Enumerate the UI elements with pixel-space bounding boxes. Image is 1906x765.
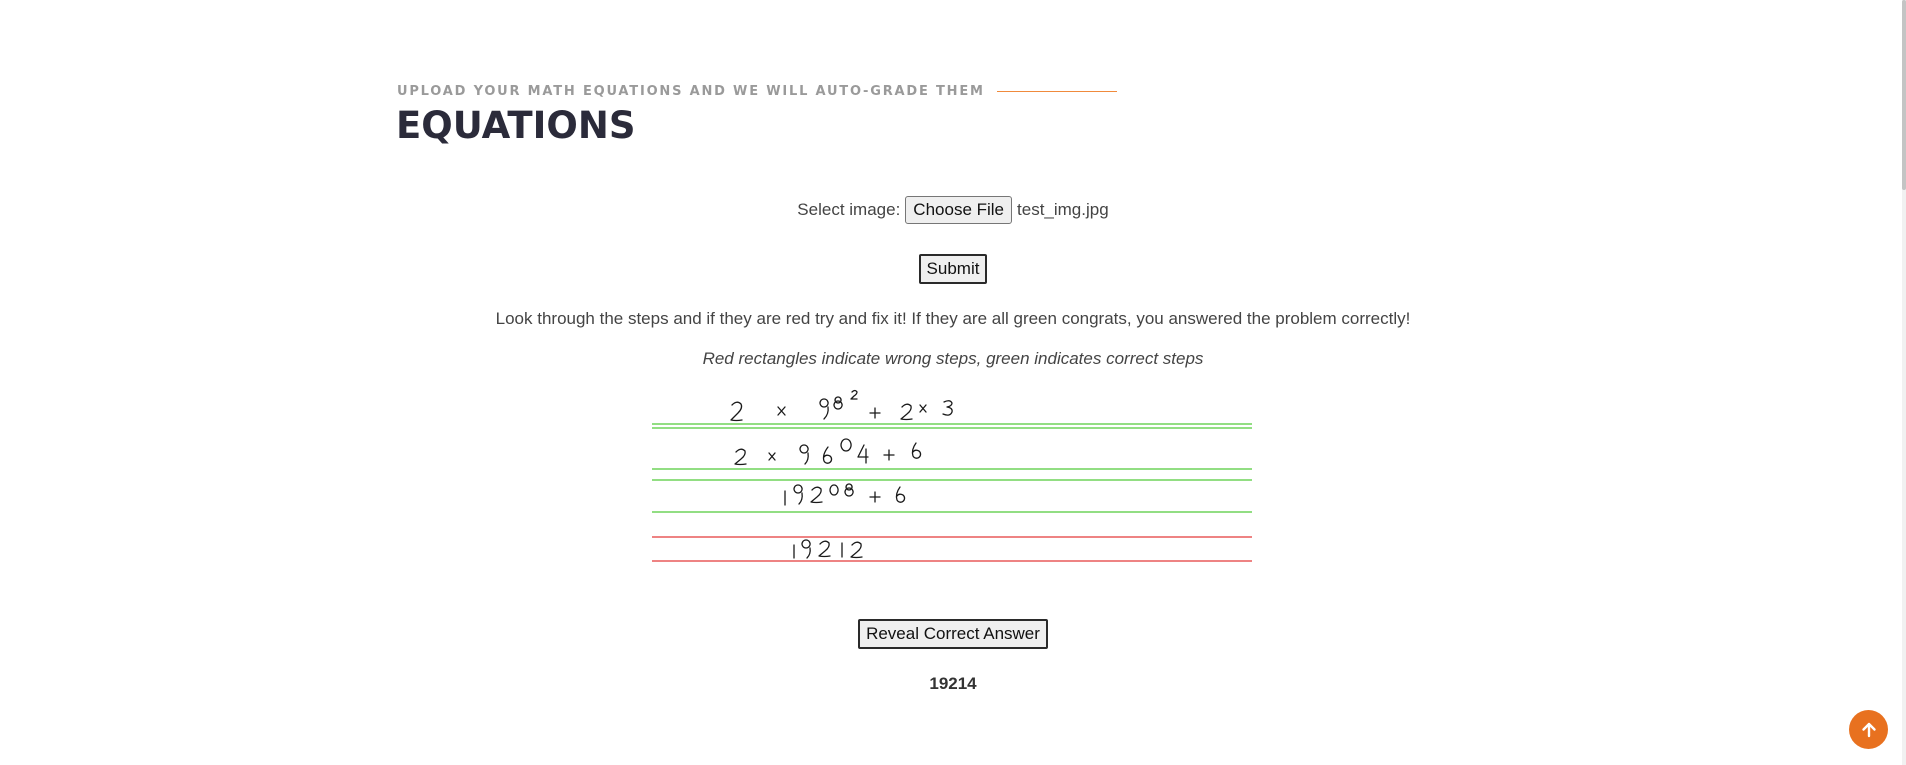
choose-file-button[interactable]: Choose File	[905, 196, 1012, 224]
page-scrollbar[interactable]	[1902, 0, 1906, 765]
step-2-box	[652, 469, 1252, 480]
section-eyebrow	[397, 83, 1117, 99]
step-2-handwriting	[735, 439, 921, 464]
instructions-text: Look through the steps and if they are red try and fix it! If they are all green congrats, you answered the problem correctly!	[495, 309, 1411, 328]
step-1-box	[652, 424, 1252, 428]
select-image-label: Select image:	[797, 200, 901, 219]
reveal-answer-button[interactable]: Reveal Correct Answer	[858, 619, 1048, 649]
step-1-handwriting	[731, 391, 952, 421]
submit-row	[0, 254, 1906, 284]
eyebrow-divider	[997, 91, 1117, 92]
reveal-row	[0, 619, 1906, 649]
legend-hint-text: Red rectangles indicate wrong steps, green indicates correct steps	[702, 349, 1204, 368]
page-title: EQUATIONS	[396, 104, 636, 147]
selected-file-name: test_img.jpg	[1017, 200, 1109, 219]
section-eyebrow-text: UPLOAD YOUR MATH EQUATIONS AND WE WILL AUTO-GRADE THEM	[397, 83, 985, 99]
step-4-handwriting	[794, 540, 862, 558]
graded-work-image	[652, 383, 1252, 563]
correct-answer-value: 19214	[929, 674, 977, 693]
arrow-up-icon	[1860, 721, 1878, 739]
step-3-handwriting	[785, 484, 905, 505]
scrollbar-thumb[interactable]	[1902, 0, 1906, 190]
upload-form	[0, 196, 1906, 224]
step-4-box	[652, 537, 1252, 561]
back-to-top-button[interactable]	[1849, 710, 1888, 749]
submit-button[interactable]: Submit	[919, 254, 988, 284]
